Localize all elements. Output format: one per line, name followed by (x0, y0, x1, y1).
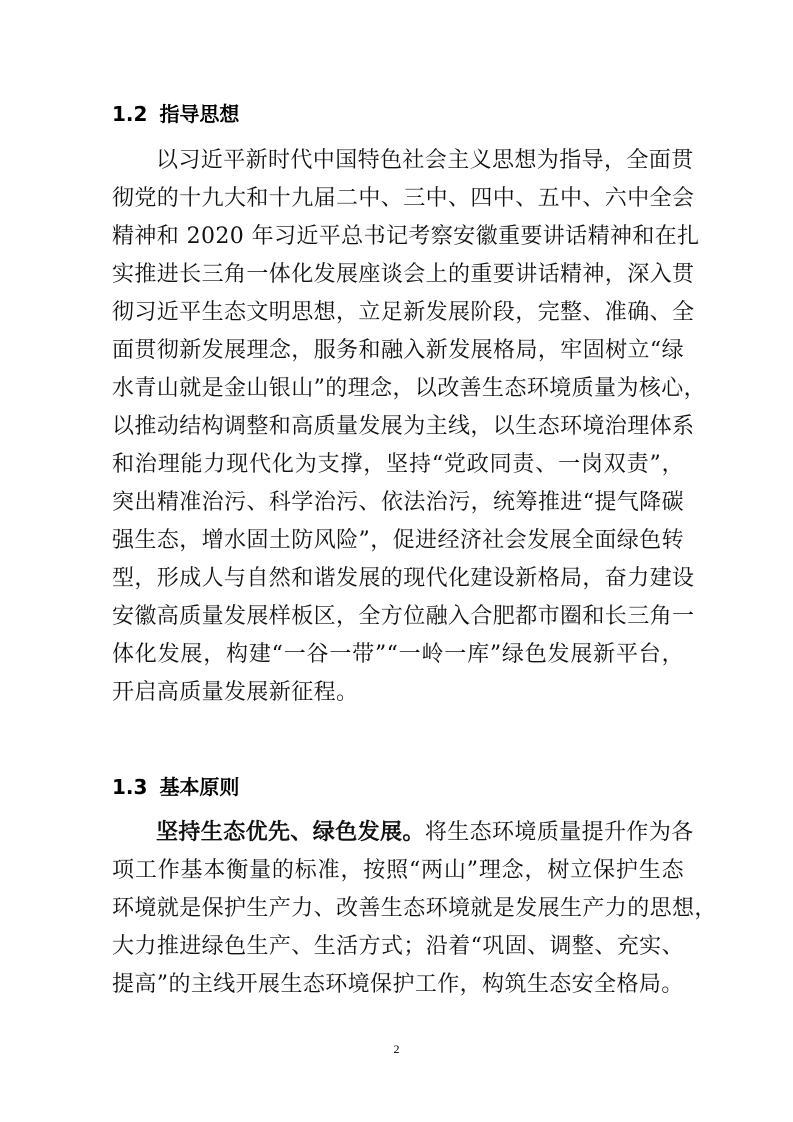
section-number: 1.2 (112, 102, 148, 126)
principle-text: 将生态环境质量提升作为各 (424, 820, 694, 845)
paragraph-line: 体化发展，构建“一谷一带”“一岭一库”绿色发展新平台， (112, 642, 684, 667)
paragraph-line: 以习近平新时代中国特色社会主义思想为指导，全面贯 (156, 148, 694, 173)
paragraph-line: 项工作基本衡量的标准，按照“两山”理念，树立保护生态 (112, 858, 684, 883)
paragraph-line (112, 814, 694, 852)
basic-principles-paragraph (112, 814, 717, 1004)
section-heading-1-3 (112, 772, 239, 802)
paragraph-line: 开启高质量发展新征程。 (112, 680, 359, 705)
paragraph-line: 环境就是保护生产力、改善生态环境就是发展生产力的思想， (112, 896, 717, 921)
paragraph-line: 大力推进绿色生产、生活方式；沿着“巩固、调整、充实、 (112, 934, 684, 959)
paragraph-line: 以推动结构调整和高质量发展为主线，以生态环境治理体系 (112, 414, 695, 439)
page-number: 2 (393, 1042, 400, 1056)
paragraph-line: 和治理能力现代化为支撑，坚持“党政同责、一岗双责”， (112, 452, 684, 477)
paragraph-line: 水青山就是金山银山”的理念，以改善生态环境质量为核心， (112, 376, 707, 401)
paragraph-line: 突出精准治污、科学治污、依法治污，统筹推进“提气降碳 (112, 490, 684, 515)
paragraph-line: 精神和 2020 年习近平总书记考察安徽重要讲话精神和在扎 (112, 224, 700, 249)
paragraph-line: 提高”的主线开展生态环境保护工作，构筑生态安全格局。 (112, 972, 684, 997)
section-heading-1-2 (112, 99, 239, 129)
paragraph-line: 型，形成人与自然和谐发展的现代化建设新格局，奋力建设 (112, 566, 695, 591)
section-title: 指导思想 (159, 102, 240, 126)
paragraph-line: 实推进长三角一体化发展座谈会上的重要讲话精神，深入贯 (112, 262, 695, 287)
paragraph-line: 安徽高质量发展样板区，全方位融入合肥都市圈和长三角一 (112, 604, 695, 629)
paragraph-line: 彻习近平生态文明思想，立足新发展阶段，完整、准确、全 (112, 300, 695, 325)
paragraph-line: 彻党的十九大和十九届二中、三中、四中、五中、六中全会 (112, 186, 695, 211)
paragraph-line: 面贯彻新发展理念，服务和融入新发展格局，牢固树立“绿 (112, 338, 684, 363)
section-number: 1.3 (112, 775, 148, 799)
guiding-ideology-paragraph (112, 142, 707, 712)
section-title: 基本原则 (159, 775, 240, 799)
paragraph-line: 强生态，增水固土防风险”，促进经济社会发展全面绿色转 (112, 528, 684, 553)
principle-lead: 坚持生态优先、绿色发展。 (156, 820, 425, 845)
